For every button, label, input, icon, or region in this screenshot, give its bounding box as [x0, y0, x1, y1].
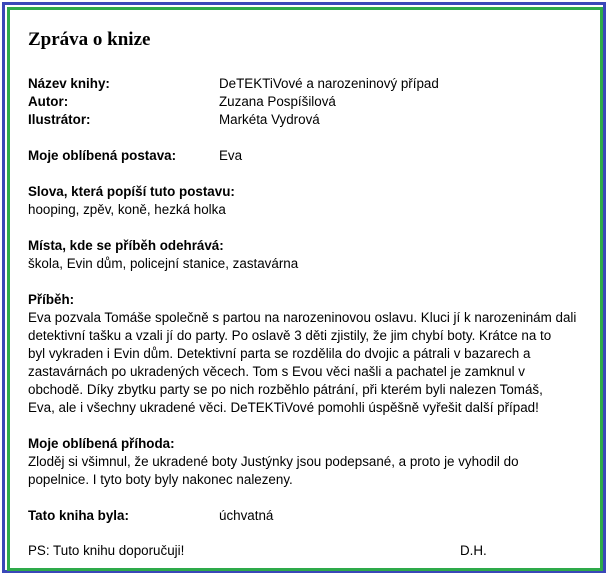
favorite-episode-line: popelnice. I tyto boty byly nakonec nalezeny. [28, 472, 293, 487]
book-title-label: Název knihy: [28, 76, 110, 91]
illustrator-row [28, 111, 594, 129]
places-value: škola, Evin dům, policejní stanice, zastavárna [28, 256, 299, 271]
favorite-character-value: Eva [219, 148, 243, 163]
favorite-character-row [28, 147, 594, 165]
footer-row [28, 542, 594, 560]
ps-note: PS: Tuto knihu doporučuji! [28, 543, 185, 558]
favorite-episode-section [28, 435, 594, 489]
verdict-row [28, 507, 594, 525]
character-words-section [28, 183, 594, 219]
story-section [28, 291, 594, 417]
story-line: detektivní tašku a vzali jí do party. Po oslavě 3 děti zjistily, že jim chybí boty. Krátce na to [28, 328, 552, 343]
book-title-row [28, 75, 594, 93]
places-label: Místa, kde se příběh odehrává: [28, 238, 224, 253]
author-row [28, 93, 594, 111]
book-title-value: DeTEKTiVové a narozeninový případ [219, 76, 439, 91]
verdict-value: úchvatná [219, 508, 274, 523]
story-line: obchodě. Díky zbytku party se po nich rozběhlo pátrání, při kterém byli nalezen Tomáš, [28, 382, 543, 397]
story-label: Příběh: [28, 292, 75, 307]
signature: D.H. [460, 543, 487, 558]
illustrator-label: Ilustrátor: [28, 112, 91, 127]
author-value: Zuzana Pospíšilová [219, 94, 336, 109]
story-line: Eva pozvala Tomáše společně s partou na narozeninovou oslavu. Kluci jí k narozeninám dali [28, 310, 577, 325]
favorite-episode-label: Moje oblíbená příhoda: [28, 436, 175, 451]
author-label: Autor: [28, 94, 69, 109]
page-title: Zpráva o knize [28, 29, 151, 50]
places-section [28, 237, 594, 273]
favorite-character-label: Moje oblíbená postava: [28, 148, 177, 163]
verdict-label: Tato kniha byla: [28, 508, 129, 523]
story-line: zastavárnách po ukradených věcech. Tom s Evou věci našli a pachatel je zamknul v [28, 364, 525, 379]
story-line: Eva, ale i všechny ukradené věci. DeTEKTiVové pomohli úspěšně vyřešit další případ! [28, 400, 539, 415]
story-line: byl vykraden i Evin dům. Detektivní parta se rozdělila do dvojic a pátrali v bazarech a [28, 346, 531, 361]
character-words-label: Slova, která popíší tuto postavu: [28, 184, 235, 199]
illustrator-value: Markéta Vydrová [219, 112, 320, 127]
favorite-episode-line: Zloděj si všimnul, že ukradené boty Justýnky jsou podepsané, a proto je vyhodil do [28, 454, 519, 469]
character-words-value: hooping, zpěv, koně, hezká holka [28, 202, 226, 217]
